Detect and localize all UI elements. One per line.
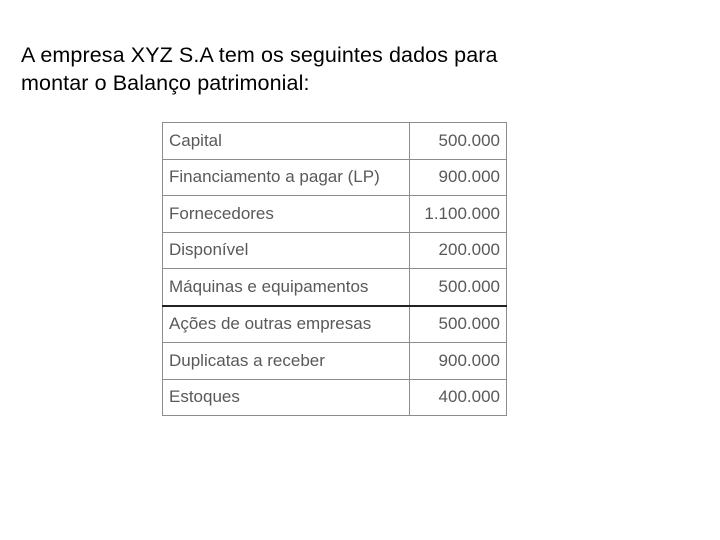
row-value: 500.000 — [410, 306, 507, 343]
table-row — [163, 343, 507, 380]
table-row — [163, 159, 507, 196]
table-row — [163, 123, 507, 160]
row-label: Ações de outras empresas — [163, 306, 410, 343]
table-row — [163, 306, 507, 343]
row-label: Estoques — [163, 379, 410, 416]
table-row — [163, 232, 507, 269]
row-label: Máquinas e equipamentos — [163, 269, 410, 306]
row-value: 400.000 — [410, 379, 507, 416]
row-label: Duplicatas a receber — [163, 343, 410, 380]
table-row — [163, 269, 507, 306]
row-label: Capital — [163, 123, 410, 160]
row-value: 900.000 — [410, 159, 507, 196]
row-value: 500.000 — [410, 123, 507, 160]
heading-line-2: montar o Balanço patrimonial: — [21, 71, 310, 95]
row-value: 900.000 — [410, 343, 507, 380]
table-row — [163, 379, 507, 416]
row-value: 200.000 — [410, 232, 507, 269]
row-value: 1.100.000 — [410, 196, 507, 233]
table-row — [163, 196, 507, 233]
row-label: Financiamento a pagar (LP) — [163, 159, 410, 196]
row-label: Fornecedores — [163, 196, 410, 233]
balance-data-table — [162, 122, 507, 416]
heading-line-1: A empresa XYZ S.A tem os seguintes dados para — [21, 43, 498, 67]
page-heading — [21, 41, 661, 97]
row-label: Disponível — [163, 232, 410, 269]
row-value: 500.000 — [410, 269, 507, 306]
